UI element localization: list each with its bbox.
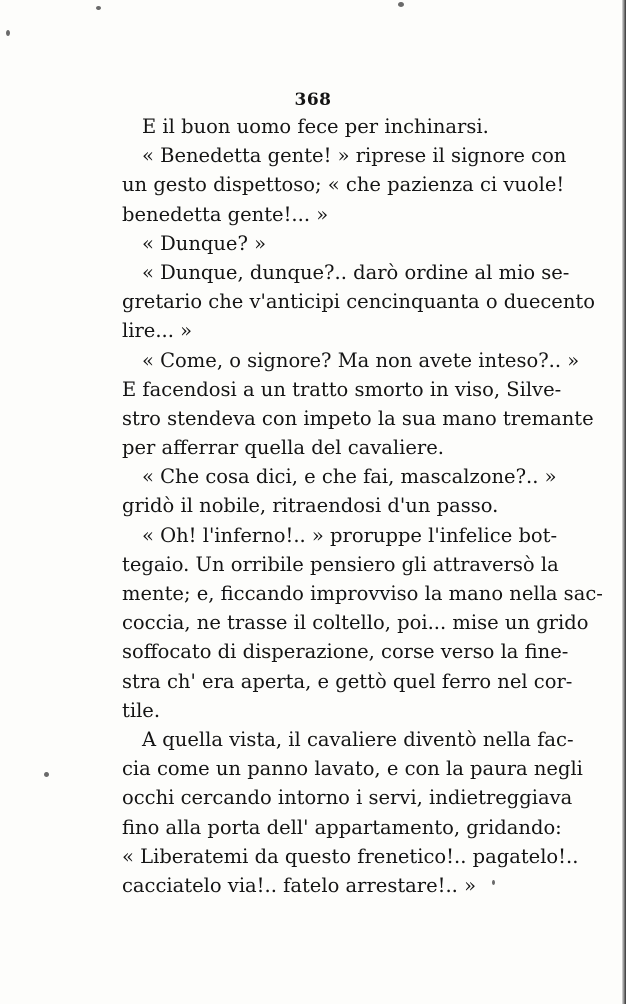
text-line: per afferrar quella del cavaliere. [122, 436, 444, 460]
text-line: « Che cosa dici, e che fai, mascalzone?.. » [142, 465, 557, 489]
text-line: cia come un panno lavato, e con la paura negli [122, 757, 583, 781]
text-line: coccia, ne trasse il coltello, poi... mise un grido [122, 611, 589, 635]
paper-speck [96, 6, 101, 10]
text-line: gretario che v'anticipi cencinquanta o duecento [122, 290, 595, 314]
text-line: soffocato di disperazione, corse verso la fine- [122, 640, 569, 664]
text-line: stra ch' era aperta, e gettò quel ferro nel cor- [122, 669, 573, 693]
page-edge-shadow [622, 0, 626, 1004]
text-line: « Dunque? » [142, 231, 267, 255]
text-line: « Oh! l'inferno!.. » proruppe l'infelice bot- [142, 523, 558, 547]
text-line: tegaio. Un orribile pensiero gli attraversò la [122, 552, 559, 576]
text-line: « Benedetta gente! » riprese il signore con [142, 144, 567, 168]
body-text [122, 112, 603, 900]
text-line: « Come, o signore? Ma non avete inteso?.. » [142, 348, 580, 372]
text-line: stro stendeva con impeto la sua mano tremante [122, 406, 594, 430]
text-line: A quella vista, il cavaliere diventò nella fac- [142, 727, 574, 751]
text-line: un gesto dispettoso; « che pazienza ci vuole! [122, 173, 565, 197]
text-line: mente; e, ficcando improvviso la mano nella sac- [122, 582, 603, 605]
text-line: lire... » [122, 319, 193, 343]
text-line: fino alla porta dell' appartamento, gridando: [122, 815, 562, 839]
paper-speck [44, 772, 49, 777]
text-line: E il buon uomo fece per inchinarsi. [142, 115, 489, 138]
paper-speck [6, 30, 10, 36]
paper-speck [398, 2, 404, 7]
text-line: tile. [122, 698, 161, 722]
text-line: occhi cercando intorno i servi, indietreggiava [122, 786, 573, 810]
text-line: gridò il nobile, ritraendosi d'un passo. [122, 494, 499, 518]
text-line: « Liberatemi da questo frenetico!.. pagatelo!.. [122, 844, 579, 868]
page-number: 368 [294, 90, 332, 110]
text-line: « Dunque, dunque?.. darò ordine al mio se- [142, 260, 570, 284]
text-line: cacciatelo via!.. fatelo arrestare!.. » [122, 873, 477, 897]
text-line: benedetta gente!... » [122, 202, 329, 226]
text-line: E facendosi a un tratto smorto in viso, Silve- [122, 377, 562, 401]
